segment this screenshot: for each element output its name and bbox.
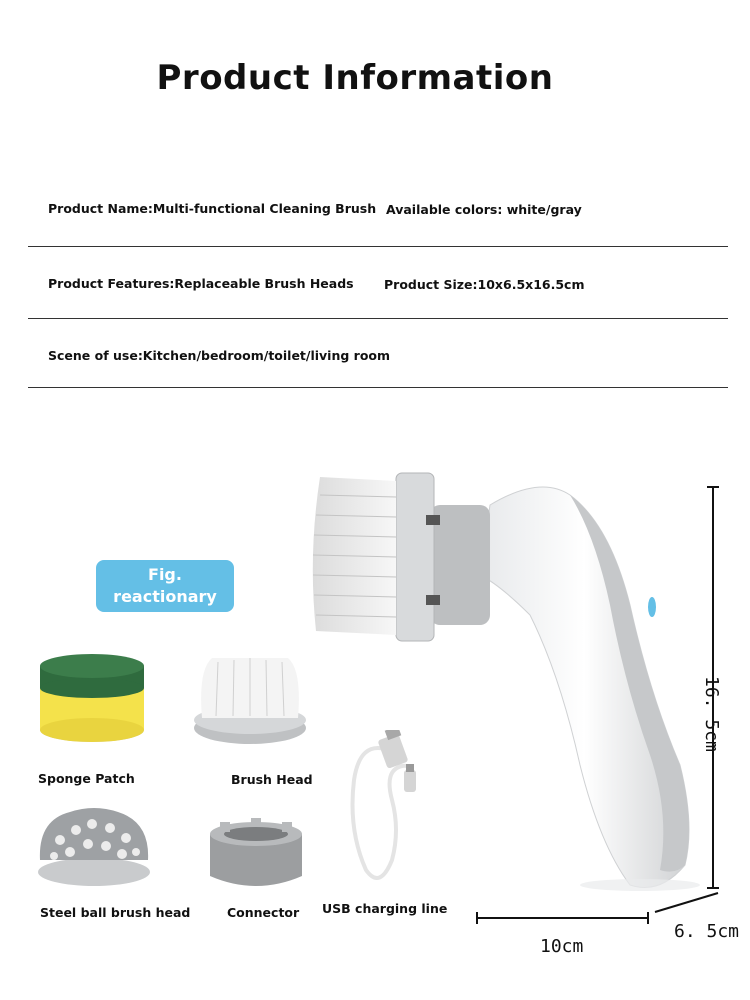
figure-badge-line1: Fig. [148,565,182,584]
usb-label: USB charging line [322,901,448,916]
steel-ball-image [30,800,160,895]
sponge-patch-label: Sponge Patch [38,771,135,786]
brush-head-image [188,650,318,750]
brush-head-label: Brush Head [231,772,313,787]
available-colors: Available colors: white/gray [386,202,582,217]
product-features: Product Features:Replaceable Brush Heads [48,276,354,291]
figure-badge-line2: reactionary [113,587,217,606]
page-title: Product Information [156,58,554,98]
divider [28,387,728,388]
connector-label: Connector [227,905,300,920]
scene-of-use: Scene of use:Kitchen/bedroom/toilet/living room [48,348,391,363]
sponge-patch-image [34,650,154,750]
depth-dimension: 6. 5cm [674,921,740,942]
figure-badge [96,560,234,612]
product-name: Product Name:Multi-functional Cleaning Brush [48,201,377,216]
info-row-3 [28,319,728,388]
width-dimension: 10cm [540,936,584,957]
steel-ball-label: Steel ball brush head [40,905,191,920]
usb-cable-image [340,730,430,890]
height-dimension: 16. 5cm [701,676,722,752]
connector-image [206,818,306,898]
info-row-1 [28,190,728,247]
product-size: Product Size:10x6.5x16.5cm [384,277,585,292]
info-row-2 [28,247,728,319]
